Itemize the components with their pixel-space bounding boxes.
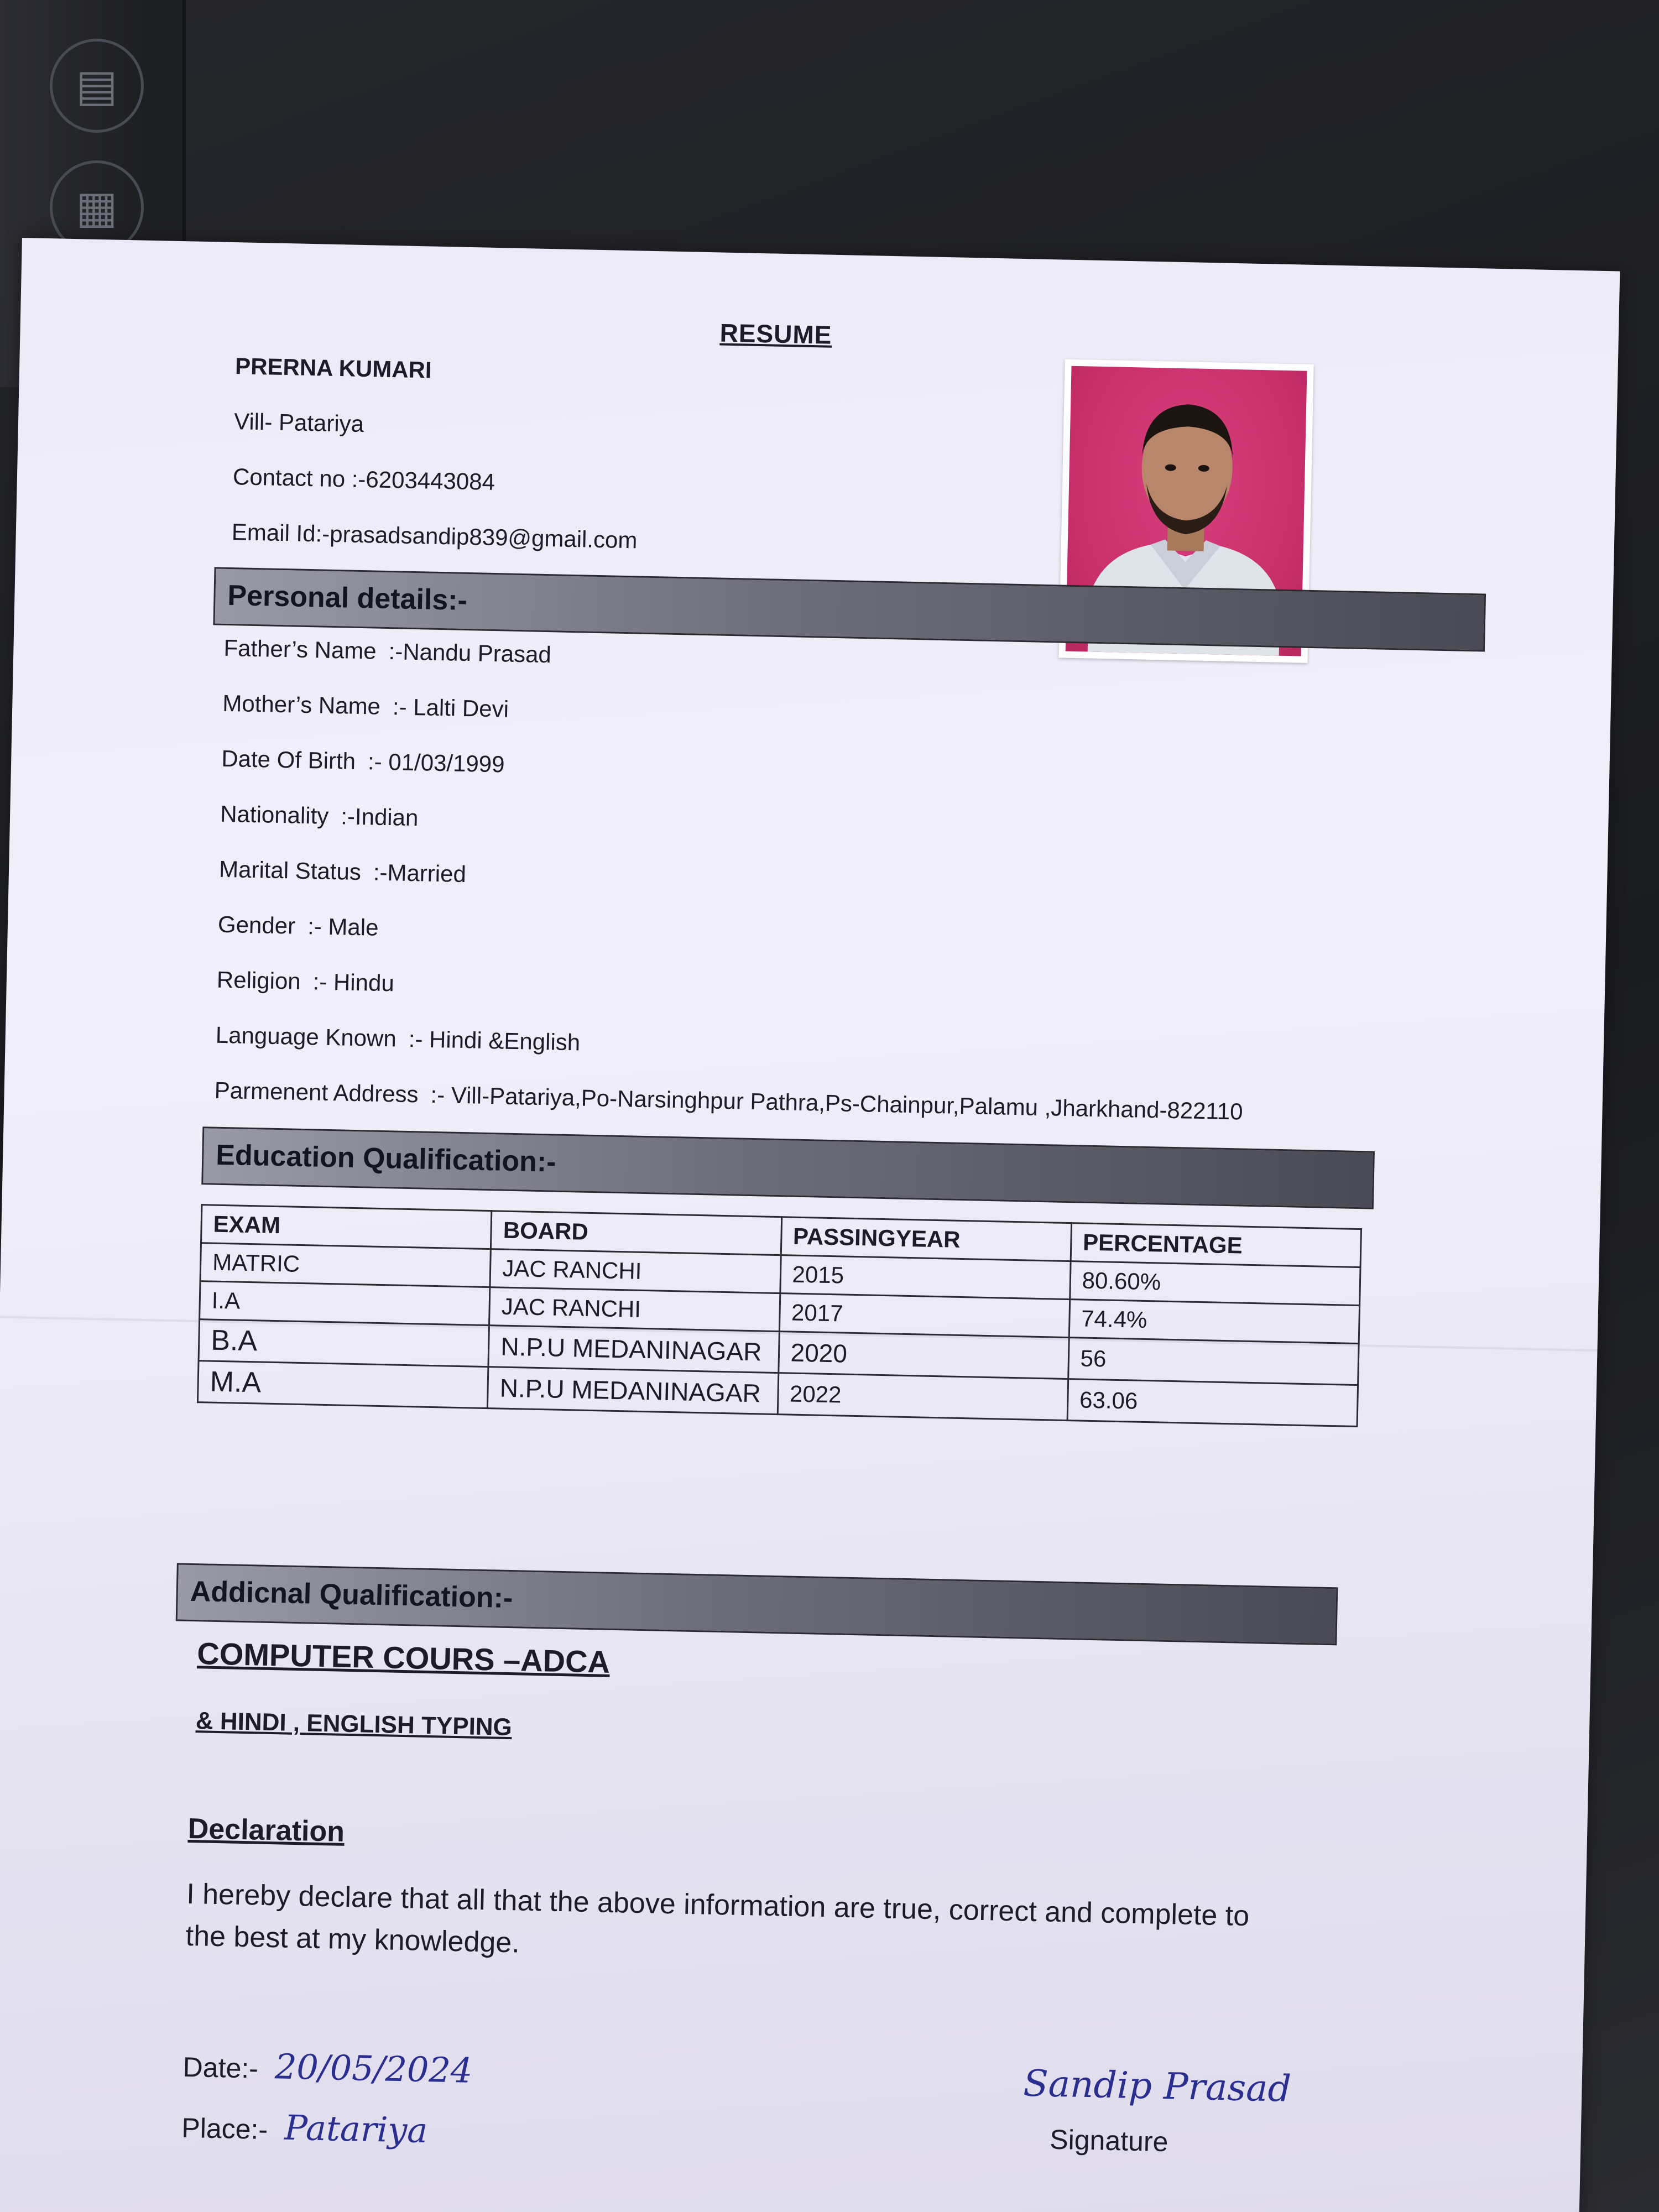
- field-religion: Religion :- Hindu: [216, 966, 395, 997]
- table-cell: 2022: [778, 1373, 1068, 1421]
- qualification-typing: & HINDI , ENGLISH TYPING: [195, 1707, 513, 1741]
- field-marital-status: Marital Status :-Married: [218, 855, 467, 888]
- table-header-percentage: PERCENTAGE: [1071, 1223, 1361, 1267]
- education-heading-text: Education Qualification:-: [215, 1139, 557, 1178]
- declaration-heading: Declaration: [187, 1812, 345, 1848]
- table-cell: 80.60%: [1070, 1261, 1360, 1306]
- additional-qualification-heading: [176, 1563, 1338, 1645]
- table-header-exam: EXAM: [201, 1205, 492, 1249]
- place-line: [181, 2105, 428, 2151]
- table-cell: 2017: [779, 1293, 1070, 1338]
- resume-title: RESUME: [719, 318, 832, 349]
- table-header-board: BOARD: [491, 1211, 782, 1255]
- field-date-of-birth: Date Of Birth :- 01/03/1999: [221, 745, 505, 778]
- place-label: Place:-: [181, 2112, 268, 2146]
- field-mother-name: Mother’s Name :- Lalti Devi: [222, 690, 509, 722]
- table-cell: 63.06: [1067, 1379, 1358, 1427]
- additional-qualification-heading-text: Addicnal Qualification:-: [190, 1575, 513, 1615]
- education-table: [197, 1204, 1362, 1427]
- table-cell: M.A: [197, 1361, 488, 1408]
- signature-handwritten: Sandip Prasad: [1022, 2062, 1292, 2110]
- table-cell: B.A: [199, 1319, 489, 1367]
- table-cell: JAC RANCHI: [490, 1249, 781, 1293]
- place-handwritten: Patariya: [284, 2107, 429, 2151]
- applicant-address: Vill- Patariya: [233, 408, 364, 437]
- table-cell: 2015: [780, 1255, 1071, 1300]
- table-cell: MATRIC: [200, 1243, 491, 1287]
- field-nationality: Nationality :-Indian: [220, 800, 419, 831]
- signature-label: Signature: [1049, 2124, 1168, 2158]
- document-icon: ▤: [50, 39, 144, 133]
- education-heading: [201, 1126, 1375, 1209]
- applicant-name: PRERNA KUMARI: [234, 353, 432, 383]
- resume-paper: [0, 238, 1620, 2212]
- personal-details-heading-text: Personal details:-: [227, 579, 468, 617]
- date-line: [182, 2044, 473, 2091]
- applicant-contact: Contact no :-6203443084: [232, 463, 495, 495]
- table-cell: N.P.U MEDANINAGAR: [488, 1367, 779, 1415]
- qualification-computer-course: COMPUTER COURS –ADCA: [196, 1636, 611, 1679]
- table-header-passing-year: PASSINGYEAR: [781, 1217, 1072, 1261]
- table-cell: N.P.U MEDANINAGAR: [488, 1326, 779, 1373]
- field-father-name: Father’s Name :-Nandu Prasad: [223, 634, 552, 668]
- table-cell: 2020: [778, 1332, 1069, 1379]
- date-label: Date:-: [182, 2051, 259, 2084]
- clipboard-icon: ▦: [50, 160, 144, 254]
- field-language-known: Language Known :- Hindi &English: [215, 1021, 581, 1056]
- date-handwritten: 20/05/2024: [274, 2046, 473, 2091]
- field-gender: Gender :- Male: [217, 911, 379, 941]
- field-permanent-address: Parmenent Address :- Vill-Patariya,Po-Narsinghpur Pathra,Ps-Chainpur,Palamu ,Jharkhand-822110: [214, 1077, 1243, 1125]
- table-cell: 56: [1068, 1338, 1359, 1385]
- table-cell: 74.4%: [1069, 1300, 1360, 1344]
- declaration-text: I hereby declare that all that the above information are true, correct and complete to the best at my knowledge.: [185, 1877, 1250, 1959]
- table-cell: JAC RANCHI: [489, 1287, 780, 1332]
- applicant-email: Email Id:-prasadsandip839@gmail.com: [231, 519, 638, 554]
- table-cell: I.A: [200, 1281, 491, 1326]
